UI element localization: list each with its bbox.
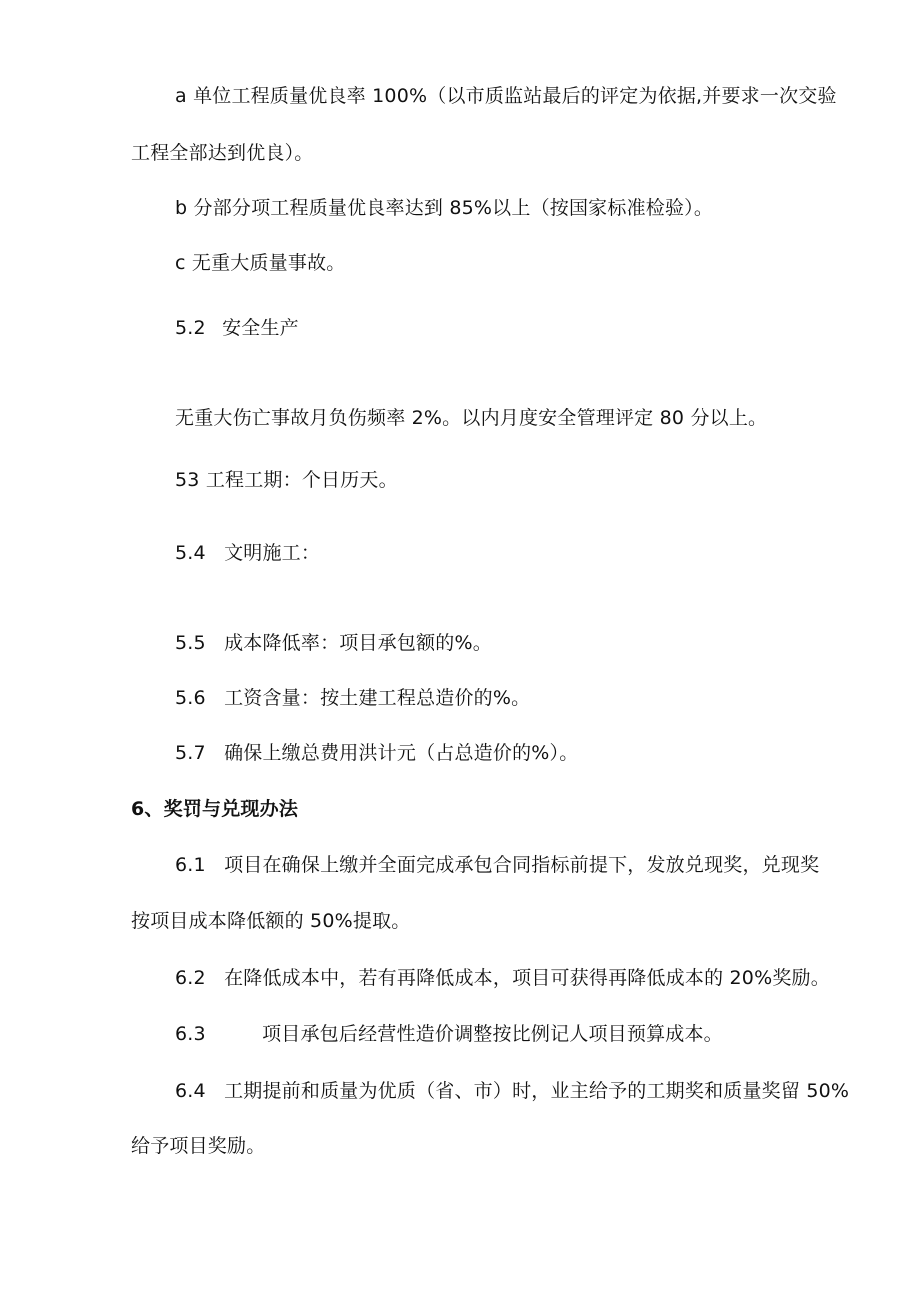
clause-a-line-2: 工程全部达到优良）。 [131, 142, 314, 164]
section-6-2-number: 6.2 [175, 967, 206, 989]
clause-b: b 分部分项工程质量优良率达到 85%以上（按国家标准检验）。 [175, 197, 714, 219]
section-5-7-number: 5.7 [175, 742, 206, 764]
section-5-7 [175, 741, 578, 765]
section-5-4-number: 5.4 [175, 542, 206, 564]
section-6-4-line-1 [175, 1079, 849, 1103]
section-5-2-title: 安全生产 [222, 317, 299, 339]
section-6-2 [175, 966, 830, 990]
section-5-4-heading [175, 541, 320, 565]
section-6-4-number: 6.4 [175, 1080, 206, 1102]
section-5-4-title: 文明施工： [224, 542, 321, 564]
section-6-3 [175, 1022, 723, 1046]
section-6-3-text: 项目承包后经营性造价调整按比例记人项目预算成本。 [262, 1023, 723, 1045]
clause-a-line-1: a 单位工程质量优良率 100%（以市质监站最后的评定为依据,并要求一次交验 [175, 85, 837, 107]
section-6-4-line-2: 给予项目奖励。 [131, 1135, 266, 1157]
section-5-2-number: 5.2 [175, 317, 206, 339]
section-6-4-text-1: 工期提前和质量为优质（省、市）时，业主给予的工期奖和质量奖留 50% [224, 1080, 850, 1102]
section-6-1-line-1 [175, 853, 819, 877]
section-6-1-number: 6.1 [175, 854, 206, 876]
section-5-6-text: 工资含量：按土建工程总造价的%。 [224, 687, 531, 709]
section-6-3-number: 6.3 [175, 1023, 206, 1045]
section-6-1-line-2: 按项目成本降低额的 50%提取。 [131, 910, 411, 932]
section-6-heading: 6、奖罚与兑现办法 [131, 798, 299, 820]
section-6-1-text-1: 项目在确保上缴并全面完成承包合同指标前提下，发放兑现奖，兑现奖 [224, 854, 820, 876]
section-5-5-number: 5.5 [175, 632, 206, 654]
section-5-3: 53 工程工期：个日历天。 [175, 469, 398, 491]
section-5-6 [175, 686, 530, 710]
section-5-6-number: 5.6 [175, 687, 206, 709]
section-5-5-text: 成本降低率：项目承包额的%。 [224, 632, 492, 654]
clause-c: c 无重大质量事故。 [175, 252, 346, 274]
section-5-5 [175, 631, 492, 655]
section-5-7-text: 确保上缴总费用洪计元（占总造价的%）。 [224, 742, 579, 764]
section-6-2-text: 在降低成本中，若有再降低成本，项目可获得再降低成本的 20%奖励。 [224, 967, 830, 989]
section-5-2-body: 无重大伤亡事故月负伤频率 2%。以内月度安全管理评定 80 分以上。 [175, 407, 768, 429]
section-5-2-heading [175, 316, 299, 340]
